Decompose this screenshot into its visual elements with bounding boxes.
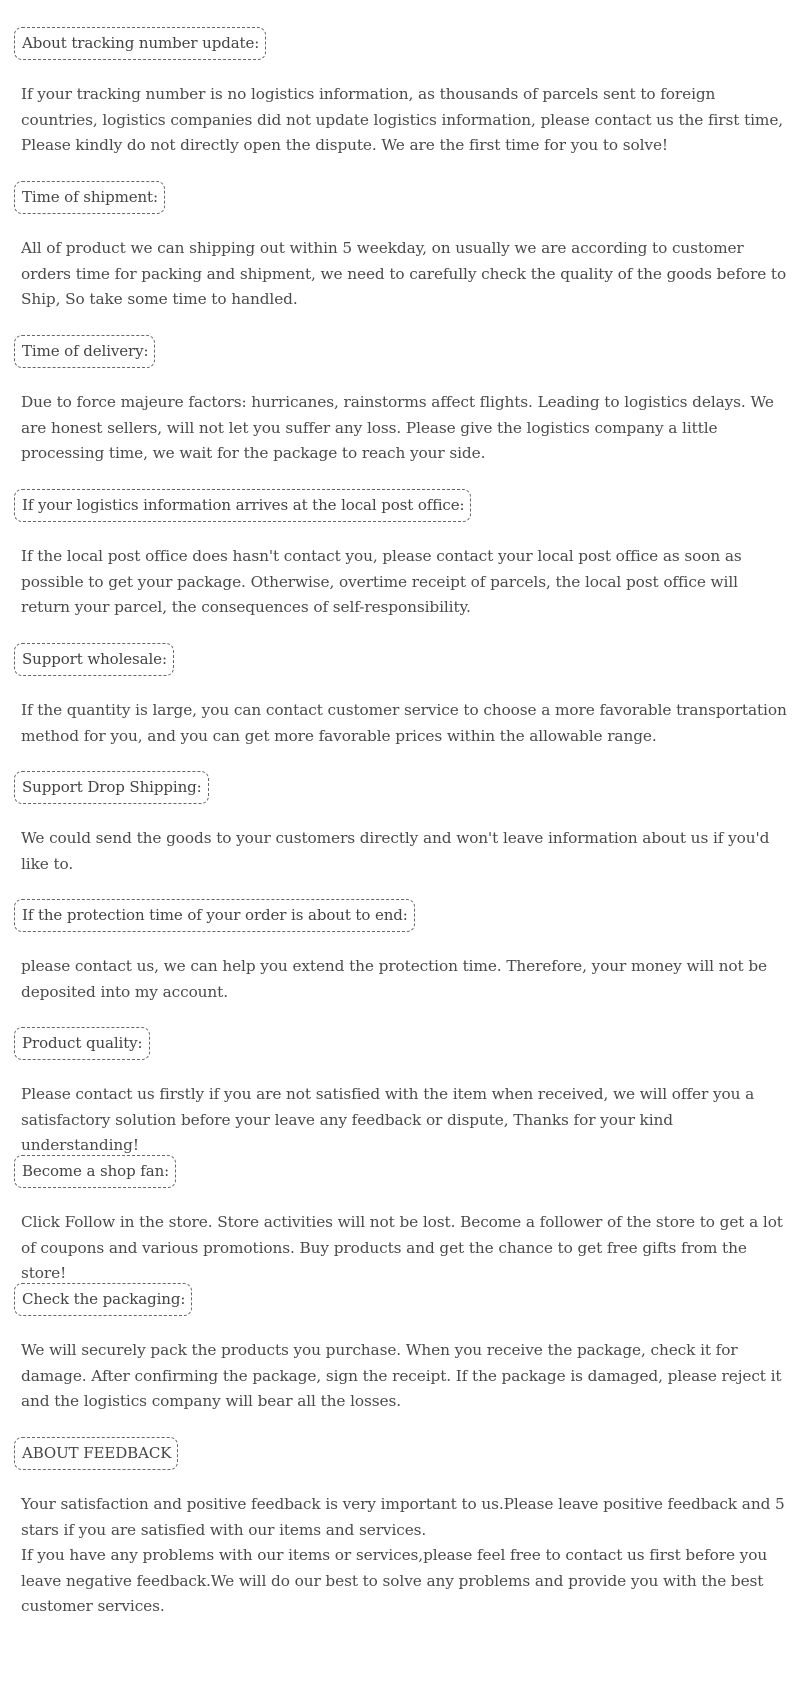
section-heading: Become a shop fan: xyxy=(14,1155,176,1188)
section-time-of-delivery xyxy=(14,335,789,467)
section-paragraph: Your satisfaction and positive feedback is very important to us.Please leave positive feedback and 5 stars if you are satisfied with our items and services. xyxy=(21,1495,785,1539)
section-shop-fan xyxy=(14,1155,789,1287)
section-paragraph: Click Follow in the store. Store activities will not be lost. Become a follower of the store to get a lot of coupons and various promotions. Buy products and get the chance to get free gifts from the store! xyxy=(21,1213,783,1282)
section-heading: Time of delivery: xyxy=(14,335,155,368)
section-heading: Support Drop Shipping: xyxy=(14,771,209,804)
section-protection-time xyxy=(14,899,789,1005)
section-heading: Product quality: xyxy=(14,1027,150,1060)
section-heading: ABOUT FEEDBACK xyxy=(14,1437,178,1470)
section-body xyxy=(21,1210,789,1287)
section-body xyxy=(21,236,789,313)
section-heading: Support wholesale: xyxy=(14,643,174,676)
section-product-quality xyxy=(14,1027,789,1159)
section-paragraph: If your tracking number is no logistics information, as thousands of parcels sent to foreign countries, logistics companies did not update logistics information, please contact us the first time, Please kindly do not directly open the dispute. We are the first time for you to solve! xyxy=(21,85,784,154)
section-paragraph: If the local post office does hasn't contact you, please contact your local post office as soon as possible to get your package. Otherwise, overtime receipt of parcels, the local post office will return your parcel, the consequences of self-responsibility. xyxy=(21,547,742,616)
section-body xyxy=(21,82,789,159)
section-body xyxy=(21,1082,789,1159)
section-paragraph: All of product we can shipping out within 5 weekday, on usually we are according to customer orders time for packing and shipment, we need to carefully check the quality of the goods before to Ship, So take some time to handled. xyxy=(21,239,787,308)
section-paragraph: We could send the goods to your customers directly and won't leave information about us if you'd like to. xyxy=(21,829,770,873)
section-body xyxy=(21,698,789,749)
section-heading: About tracking number update: xyxy=(14,27,266,60)
section-body xyxy=(21,826,789,877)
section-paragraph: Please contact us firstly if you are not satisfied with the item when received, we will offer you a satisfactory solution before your leave any feedback or dispute, Thanks for your kind understanding! xyxy=(21,1085,755,1154)
section-body xyxy=(21,954,789,1005)
section-tracking-number xyxy=(14,27,789,159)
section-local-post-office xyxy=(14,489,789,621)
section-body xyxy=(21,1492,789,1620)
section-paragraph: please contact us, we can help you extend the protection time. Therefore, your money will not be deposited into my account. xyxy=(21,957,767,1001)
section-support-wholesale xyxy=(14,643,789,749)
section-drop-shipping xyxy=(14,771,789,877)
section-paragraph: Due to force majeure factors: hurricanes, rainstorms affect flights. Leading to logistics delays. We are honest sellers, will not let you suffer any loss. Please give the logistics company a little processing time, we wait for the package to reach your side. xyxy=(21,393,774,462)
section-body xyxy=(21,390,789,467)
section-paragraph: If you have any problems with our items or services,please feel free to contact us first before you leave negative feedback.We will do our best to solve any problems and provide you with the best customer services. xyxy=(21,1546,768,1615)
section-heading: If your logistics information arrives at the local post office: xyxy=(14,489,471,522)
section-about-feedback xyxy=(14,1437,789,1620)
section-paragraph: We will securely pack the products you purchase. When you receive the package, check it for damage. After confirming the package, sign the receipt. If the package is damaged, please reject it and the logistics company will bear all the losses. xyxy=(21,1341,782,1410)
section-heading: Check the packaging: xyxy=(14,1283,192,1316)
section-heading: Time of shipment: xyxy=(14,181,165,214)
section-body xyxy=(21,1338,789,1415)
section-paragraph: If the quantity is large, you can contact customer service to choose a more favorable transportation method for you, and you can get more favorable prices within the allowable range. xyxy=(21,701,787,745)
section-check-packaging xyxy=(14,1283,789,1415)
section-heading: If the protection time of your order is about to end: xyxy=(14,899,415,932)
section-body xyxy=(21,544,789,621)
section-time-of-shipment xyxy=(14,181,789,313)
